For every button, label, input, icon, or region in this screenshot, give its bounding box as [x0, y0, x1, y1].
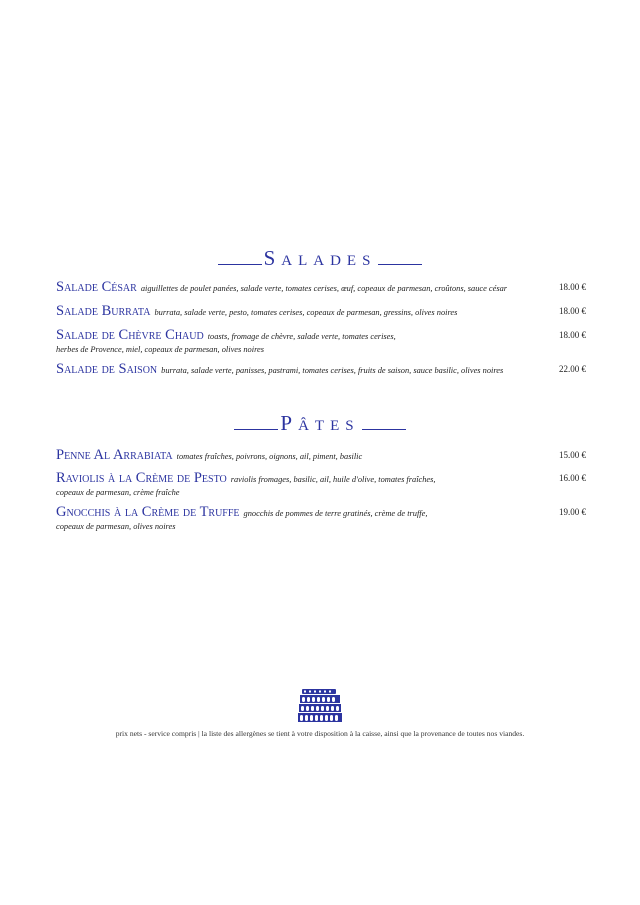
item-description-continued: copeaux de parmesan, olives noires — [56, 521, 176, 531]
item-price: 18.00 € — [559, 330, 586, 340]
item-description-continued: herbes de Provence, miel, copeaux de parmesan, olives noires — [56, 344, 264, 354]
item-name: Raviolis à la Crème de Pesto — [56, 470, 227, 486]
menu-item — [56, 469, 586, 498]
heading-rule-left — [234, 429, 278, 430]
item-name: Salade Burrata — [56, 303, 151, 319]
menu-item — [56, 326, 586, 355]
item-name: Penne Al Arrabiata — [56, 447, 173, 463]
item-price: 15.00 € — [559, 450, 586, 460]
item-price: 18.00 € — [559, 306, 586, 316]
colosseum-icon — [298, 687, 342, 723]
item-name: Gnocchis à la Crème de Truffe — [56, 504, 240, 520]
item-name: Salade de Chèvre Chaud — [56, 327, 204, 343]
item-description: aiguillettes de poulet panées, salade verte, tomates cerises, œuf, copeaux de parmesan, croûtons, sauce césar — [140, 284, 508, 293]
item-description: toasts, fromage de chèvre, salade verte, tomates cerises, — [207, 332, 396, 341]
item-description: gnocchis de pommes de terre gratinés, crème de truffe, — [243, 509, 428, 518]
item-price: 22.00 € — [559, 364, 586, 374]
item-price: 18.00 € — [559, 282, 586, 292]
item-description: burrata, salade verte, panisses, pastrami, tomates cerises, fruits de saison, sauce basilic, olives noires — [161, 366, 504, 375]
heading-rule-right — [362, 429, 406, 430]
section-title: Pâtes — [280, 411, 360, 435]
item-price: 19.00 € — [559, 507, 586, 517]
section-heading-pates — [0, 413, 640, 434]
item-name: Salade de Saison — [56, 361, 158, 377]
item-price: 16.00 € — [559, 473, 586, 483]
menu-item — [56, 360, 586, 378]
heading-rule-left — [218, 264, 262, 265]
section-heading-salades — [0, 248, 640, 269]
menu-item — [56, 503, 586, 532]
heading-rule-right — [378, 264, 422, 265]
menu-item — [56, 302, 586, 320]
footer-note: prix nets - service compris | la liste des allergènes se tient à votre disposition à la caisse, ainsi que la provenance de toutes nos viandes. — [115, 729, 525, 738]
item-description: burrata, salade verte, pesto, tomates cerises, copeaux de parmesan, gressins, olives noires — [154, 308, 458, 317]
item-description: tomates fraîches, poivrons, oignons, ail, piment, basilic — [176, 452, 363, 461]
menu-item — [56, 446, 586, 464]
item-description-continued: copeaux de parmesan, crème fraîche — [56, 487, 180, 497]
menu-item — [56, 278, 586, 296]
item-name: Salade César — [56, 279, 137, 295]
item-description: raviolis fromages, basilic, ail, huile d'olive, tomates fraîches, — [230, 475, 436, 484]
section-title: Salades — [263, 246, 377, 270]
